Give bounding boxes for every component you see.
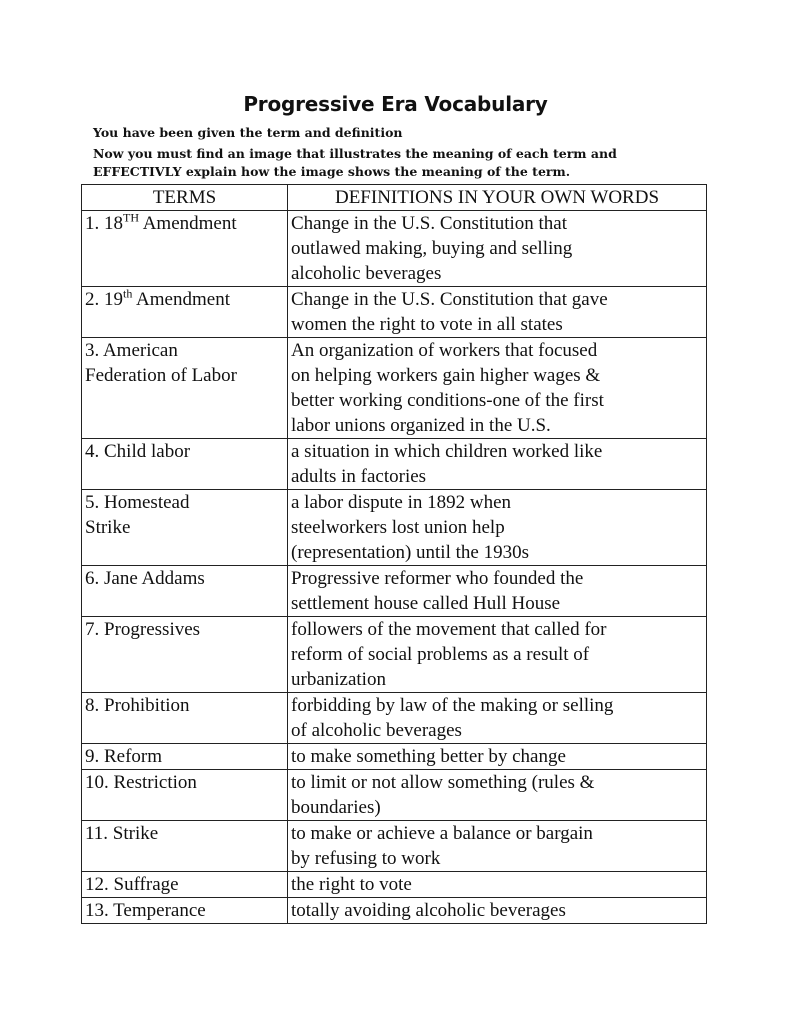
definition-text: to limit or not allow something (rules & bbox=[291, 772, 595, 793]
term-text: 4. Child labor bbox=[85, 441, 191, 462]
definition-text: labor unions organized in the U.S. bbox=[291, 415, 551, 436]
ordinal-superscript: TH bbox=[123, 210, 139, 225]
term-text: 9. Reform bbox=[85, 746, 163, 767]
term-cell bbox=[82, 898, 288, 924]
table-row bbox=[82, 211, 707, 287]
definition-text: Change in the U.S. Constitution that gave bbox=[291, 289, 608, 310]
term-text: Amendment bbox=[139, 213, 237, 234]
table-header-row bbox=[82, 185, 707, 211]
definition-cell bbox=[288, 338, 707, 439]
term-cell bbox=[82, 490, 288, 566]
table-row bbox=[82, 898, 707, 924]
ordinal-superscript: th bbox=[123, 286, 133, 301]
table-row bbox=[82, 287, 707, 338]
definition-cell bbox=[288, 770, 707, 821]
term-cell bbox=[82, 211, 288, 287]
table-row bbox=[82, 693, 707, 744]
definition-text: (representation) until the 1930s bbox=[291, 542, 529, 563]
vocabulary-table bbox=[81, 184, 707, 924]
page-title: Progressive Era Vocabulary bbox=[243, 92, 548, 116]
definition-text: adults in factories bbox=[291, 466, 427, 487]
definition-text: the right to vote bbox=[291, 874, 412, 895]
definition-text: An organization of workers that focused bbox=[291, 340, 598, 361]
instruction-line: Now you must find an image that illustrates the meaning of each term and bbox=[93, 146, 617, 161]
table-row bbox=[82, 821, 707, 872]
table-row bbox=[82, 744, 707, 770]
definition-text: boundaries) bbox=[291, 797, 381, 818]
definition-text: settlement house called Hull House bbox=[291, 593, 561, 614]
definition-text: by refusing to work bbox=[291, 848, 441, 869]
definition-cell bbox=[288, 617, 707, 693]
definition-text: to make or achieve a balance or bargain bbox=[291, 823, 593, 844]
vocabulary-table-body bbox=[82, 211, 707, 924]
table-row bbox=[82, 338, 707, 439]
term-text: 8. Prohibition bbox=[85, 695, 190, 716]
definition-text: alcoholic beverages bbox=[291, 263, 442, 284]
definition-text: urbanization bbox=[291, 669, 386, 690]
definition-cell bbox=[288, 872, 707, 898]
term-text: 5. Homestead bbox=[85, 492, 190, 513]
table-row bbox=[82, 490, 707, 566]
table-row bbox=[82, 566, 707, 617]
definition-text: Change in the U.S. Constitution that bbox=[291, 213, 568, 234]
definition-text: outlawed making, buying and selling bbox=[291, 238, 573, 259]
term-text: 3. American bbox=[85, 340, 178, 361]
term-text: 13. Temperance bbox=[85, 900, 206, 921]
term-text: 12. Suffrage bbox=[85, 874, 179, 895]
term-cell bbox=[82, 821, 288, 872]
definition-text: Progressive reformer who founded the bbox=[291, 568, 584, 589]
term-cell bbox=[82, 693, 288, 744]
term-cell bbox=[82, 338, 288, 439]
term-text: 7. Progressives bbox=[85, 619, 201, 640]
definition-text: reform of social problems as a result of bbox=[291, 644, 590, 665]
definition-cell bbox=[288, 744, 707, 770]
term-text: Amendment bbox=[132, 289, 230, 310]
table-row bbox=[82, 872, 707, 898]
definition-text: a labor dispute in 1892 when bbox=[291, 492, 512, 513]
definition-cell bbox=[288, 287, 707, 338]
instruction-line: You have been given the term and definition bbox=[93, 125, 403, 140]
term-text: Federation of Labor bbox=[85, 365, 237, 386]
definition-cell bbox=[288, 566, 707, 617]
definition-text: of alcoholic beverages bbox=[291, 720, 462, 741]
term-text: 1. 18 bbox=[85, 213, 123, 234]
term-text: 2. 19 bbox=[85, 289, 123, 310]
column-header-terms: TERMS bbox=[82, 185, 288, 211]
definition-cell bbox=[288, 490, 707, 566]
definition-cell bbox=[288, 821, 707, 872]
column-header-definitions: DEFINITIONS IN YOUR OWN WORDS bbox=[288, 185, 707, 211]
definition-cell bbox=[288, 211, 707, 287]
term-cell bbox=[82, 287, 288, 338]
term-text: 10. Restriction bbox=[85, 772, 197, 793]
term-cell bbox=[82, 770, 288, 821]
definition-text: women the right to vote in all states bbox=[291, 314, 563, 335]
definition-text: a situation in which children worked like bbox=[291, 441, 603, 462]
definition-text: followers of the movement that called for bbox=[291, 619, 607, 640]
term-cell bbox=[82, 617, 288, 693]
definition-cell bbox=[288, 439, 707, 490]
definition-text: on helping workers gain higher wages & bbox=[291, 365, 601, 386]
definition-text: to make something better by change bbox=[291, 746, 566, 767]
term-text: 11. Strike bbox=[85, 823, 159, 844]
term-cell bbox=[82, 566, 288, 617]
table-row bbox=[82, 439, 707, 490]
table-row bbox=[82, 617, 707, 693]
definition-text: forbidding by law of the making or selling bbox=[291, 695, 614, 716]
term-cell bbox=[82, 872, 288, 898]
definition-cell bbox=[288, 898, 707, 924]
term-cell bbox=[82, 744, 288, 770]
instruction-line: EFFECTIVLY explain how the image shows the meaning of the term. bbox=[93, 164, 571, 179]
term-text: 6. Jane Addams bbox=[85, 568, 205, 589]
table-row bbox=[82, 770, 707, 821]
definition-text: steelworkers lost union help bbox=[291, 517, 505, 538]
term-cell bbox=[82, 439, 288, 490]
definition-text: totally avoiding alcoholic beverages bbox=[291, 900, 566, 921]
definition-text: better working conditions-one of the first bbox=[291, 390, 604, 411]
term-text: Strike bbox=[85, 517, 131, 538]
definition-cell bbox=[288, 693, 707, 744]
